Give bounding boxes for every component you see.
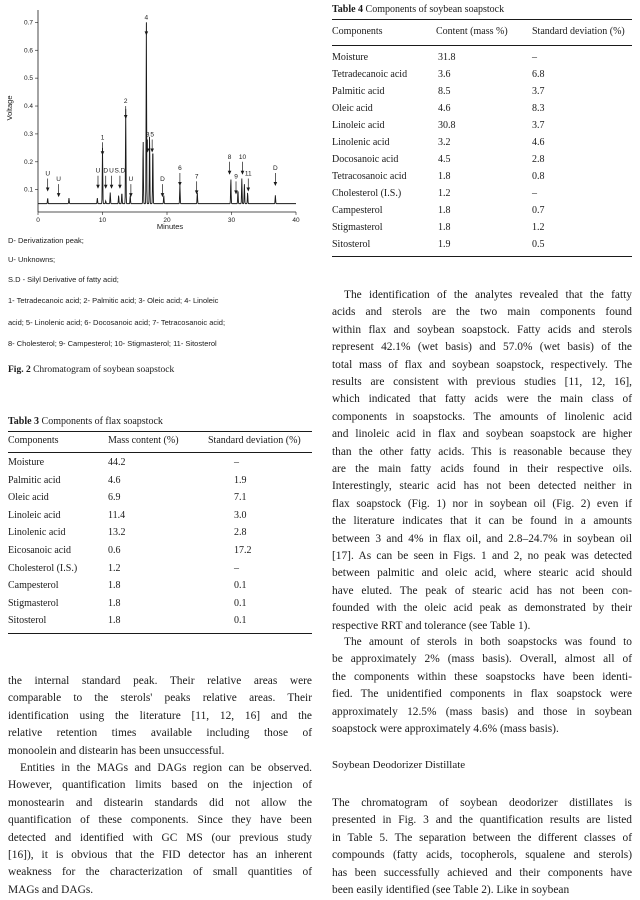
y-tick-label: 0.2 bbox=[23, 158, 33, 166]
table-cell: 0.1 bbox=[234, 615, 247, 627]
table-cell: 1.9 bbox=[438, 239, 451, 250]
text-line: founded with the oleic acid peak as demonstrated by their bbox=[332, 602, 632, 615]
table-cell: 31.8 bbox=[438, 52, 456, 63]
text-line: fied. The unidentified components in flax soapstock were bbox=[332, 688, 632, 701]
table-cell: 2.8 bbox=[234, 527, 247, 539]
y-tick-label: 0.3 bbox=[23, 130, 33, 138]
text-line: has been successfully achieved and their components have bbox=[332, 866, 632, 879]
peak-label-text: 9 bbox=[234, 173, 238, 181]
table-row bbox=[8, 615, 308, 631]
table-cell: Palmitic acid bbox=[332, 86, 385, 97]
table-cell: Moisture bbox=[332, 52, 369, 63]
text-line: in Table 5. The separation between the different classes of bbox=[332, 831, 632, 844]
table-cell: 3.0 bbox=[234, 509, 247, 521]
peak-label bbox=[178, 165, 182, 186]
table-cell: 8.3 bbox=[532, 103, 545, 114]
x-tick-label: 30 bbox=[227, 217, 236, 224]
table-cell: 1.2 bbox=[532, 222, 545, 233]
peak-label-text: U bbox=[128, 176, 134, 184]
table-row bbox=[8, 563, 308, 579]
peak-arrowhead bbox=[145, 31, 149, 35]
peak-label bbox=[109, 168, 114, 189]
table-row bbox=[8, 475, 308, 491]
table-cell: Stigmasterol bbox=[332, 222, 383, 233]
text-line: comparable to the sterols' peaks relative areas. Their bbox=[8, 692, 312, 705]
table-row bbox=[8, 527, 308, 543]
text-line: The amount of sterols in both soapstocks was found to bbox=[344, 636, 632, 648]
table-row bbox=[332, 86, 632, 102]
table-cell: 1.8 bbox=[438, 205, 451, 216]
table-cell: 1.8 bbox=[438, 171, 451, 182]
table-cell: 6.8 bbox=[532, 69, 545, 80]
table3-header-rule bbox=[8, 452, 312, 453]
text-line: [16]), it is obvious that the FID detector has an inherent bbox=[8, 849, 312, 861]
table-row bbox=[8, 510, 308, 526]
text-line: total mass of flax and soybean soapstock, respectively. The bbox=[332, 358, 632, 371]
table4-bottom-rule bbox=[332, 256, 632, 257]
text-line: between 3 and 4% in flax oil, and 2.8–24.7% in soybean oil bbox=[332, 532, 632, 545]
table-cell: 0.8 bbox=[532, 171, 545, 182]
peak-arrowhead bbox=[124, 115, 128, 119]
text-line: respective RRT and tolerance (see Table 1). bbox=[332, 619, 531, 632]
peak-label bbox=[114, 168, 125, 189]
peak-arrowhead bbox=[246, 188, 250, 192]
text-line: and linoleic acid in flax and soybean soapstock are higher bbox=[332, 428, 632, 441]
table-cell: 6.9 bbox=[108, 492, 121, 504]
table4-header-components: Components bbox=[332, 26, 383, 37]
table-row bbox=[332, 205, 632, 221]
legend-peaks-line2: acid; 5- Linolenic acid; 6- Docosanoic acid; 7- Tetracosanoic acid; bbox=[8, 318, 226, 327]
table-cell: 1.2 bbox=[438, 188, 451, 199]
table4-header bbox=[332, 26, 632, 42]
table3-top-rule bbox=[8, 431, 312, 432]
chromatogram-axes bbox=[38, 10, 296, 212]
peak-label bbox=[195, 173, 199, 194]
section-heading: Soybean Deodorizer Distillate bbox=[332, 759, 466, 771]
table-row bbox=[332, 222, 632, 238]
table-cell: Campesterol bbox=[8, 580, 59, 592]
text-line: than the other fatty acids. This is reasonable because they bbox=[332, 445, 632, 458]
table-row bbox=[332, 103, 632, 119]
table-cell: 1.9 bbox=[234, 474, 247, 486]
peak-label-text: 3 bbox=[145, 131, 150, 139]
table3-caption: Components of flax soapstock bbox=[41, 416, 163, 427]
peak-arrowhead bbox=[234, 190, 238, 194]
peak-label-text: 6 bbox=[178, 164, 182, 172]
text-line: components in soapstocks. The amounts of linolenic acid bbox=[332, 410, 632, 423]
table-cell: – bbox=[532, 52, 537, 63]
text-line: Entities in the MAGs and DAGs region can be observed. bbox=[20, 762, 312, 774]
peak-label-text: U bbox=[95, 167, 101, 175]
table3-header-mass: Mass content (%) bbox=[108, 435, 179, 446]
peak-arrowhead bbox=[118, 185, 122, 189]
table-row bbox=[332, 171, 632, 187]
text-line: [17]. As can be seen in Figs. 1 and 2, no peak was detected bbox=[332, 550, 632, 562]
table-cell: 3.7 bbox=[532, 120, 545, 131]
text-line: The identification of the analytes revealed that the fatty bbox=[344, 289, 632, 301]
peak-arrowhead bbox=[241, 171, 245, 175]
text-line: be approximately 2% (mass basis). Overall, almost all of bbox=[332, 653, 632, 666]
table-cell: Cholesterol (I.S.) bbox=[332, 188, 402, 199]
peak-arrowhead bbox=[178, 182, 182, 186]
peak-label-text: U bbox=[109, 167, 114, 175]
peak-label bbox=[129, 176, 134, 197]
peak-arrowhead bbox=[46, 188, 50, 192]
text-line: MAGs and DAGs. bbox=[8, 883, 94, 896]
x-axis-label: Minutes bbox=[156, 222, 184, 231]
text-line: are the main fatty acids found in their respective oils. bbox=[332, 463, 632, 475]
table-cell: 0.7 bbox=[532, 205, 545, 216]
peak-label-text: D bbox=[160, 176, 165, 184]
table-row bbox=[8, 580, 308, 596]
peak-arrowhead bbox=[110, 185, 114, 189]
table-cell: 4.6 bbox=[532, 137, 545, 148]
text-line: the literature indicates that it can be found in a amounts bbox=[332, 515, 632, 528]
peak-label bbox=[45, 171, 50, 192]
y-tick-label: 0.4 bbox=[23, 103, 33, 111]
table-cell: Tetracosanoic acid bbox=[332, 171, 407, 182]
text-line: acids and sterols are the two main components found bbox=[332, 306, 632, 319]
table-row bbox=[8, 457, 308, 473]
text-line: have eluted. The peak of stearic acid has not been con- bbox=[332, 584, 632, 597]
table-cell: 2.8 bbox=[532, 154, 545, 165]
text-line: the internal standard peak. Their relative areas were bbox=[8, 675, 312, 687]
text-line: presented in Fig. 3 and the quantification results are listed bbox=[332, 814, 632, 827]
table-cell: Stigmasterol bbox=[8, 597, 59, 609]
text-line: monostearin and distearin standards did not allow the bbox=[8, 796, 312, 809]
chromatogram-trace bbox=[38, 22, 296, 203]
peak-label bbox=[124, 98, 128, 119]
peak-arrowhead bbox=[129, 193, 133, 197]
table3-header-sd: Standard deviation (%) bbox=[208, 435, 301, 446]
peak-arrowhead bbox=[96, 185, 100, 189]
table-cell: Eicosanoic acid bbox=[8, 545, 72, 556]
text-line: flax soapstock (Fig. 1) nor in soybean oil (Fig. 2) even if bbox=[332, 497, 632, 510]
chromatogram-peak-labels bbox=[45, 14, 278, 197]
text-line: been easily identified (see Table 2). Like in soybean bbox=[332, 884, 570, 896]
table-cell: 1.8 bbox=[108, 580, 121, 592]
table-cell: Campesterol bbox=[332, 205, 383, 216]
text-line: compounds (fatty acids, tocopherols, squalene and sterols) bbox=[332, 849, 632, 862]
peak-label-text: 5 bbox=[150, 131, 154, 139]
table-row bbox=[332, 120, 632, 136]
table-row bbox=[332, 69, 632, 85]
peak-label bbox=[234, 173, 238, 194]
peak-label bbox=[228, 154, 232, 175]
peak-label bbox=[56, 176, 61, 197]
table-row bbox=[8, 598, 308, 614]
table-cell: 3.7 bbox=[532, 86, 545, 97]
legend-peaks-line1: 1- Tetradecanoic acid; 2- Palmitic acid; 3- Oleic acid; 4- Linoleic bbox=[8, 296, 219, 305]
peak-label-text: U bbox=[45, 170, 51, 178]
table-cell: 1.2 bbox=[108, 562, 121, 574]
table4-label: Table 4 bbox=[332, 4, 364, 15]
x-tick-label: 40 bbox=[292, 217, 300, 224]
table-cell: – bbox=[532, 188, 537, 199]
peak-label-text: U bbox=[56, 176, 61, 184]
table-cell: 4.6 bbox=[438, 103, 451, 114]
table-cell: 1.8 bbox=[108, 597, 121, 609]
table-cell: Docosanoic acid bbox=[332, 154, 399, 165]
peak-label-text: 1 bbox=[100, 134, 105, 142]
table-cell: Cholesterol (I.S.) bbox=[8, 562, 78, 574]
table-cell: 0.1 bbox=[234, 597, 247, 609]
table-cell: 11.4 bbox=[108, 509, 126, 521]
peak-label-text: 11 bbox=[244, 170, 252, 178]
peak-arrowhead bbox=[104, 185, 108, 189]
text-line: Interestingly, stearic acid has not been detected neither in bbox=[332, 480, 632, 493]
table4-header-content: Content (mass %) bbox=[436, 26, 508, 37]
peak-label bbox=[160, 176, 165, 197]
table3-header-components: Components bbox=[8, 435, 59, 446]
figure-caption-label: Fig. 2 bbox=[8, 365, 31, 375]
table-cell: – bbox=[234, 562, 239, 574]
peak-label bbox=[245, 171, 252, 192]
figure-caption bbox=[8, 365, 174, 375]
table-row bbox=[332, 154, 632, 170]
text-line: approximately 12.5% (mass basis) and those in soybean bbox=[332, 705, 632, 718]
table4-header-sd: Standard deviation (%) bbox=[532, 26, 625, 37]
y-tick-label: 0.5 bbox=[23, 75, 33, 83]
legend-silyl: S.D - Silyl Derivative of fatty acid; bbox=[8, 275, 119, 284]
table3-bottom-rule bbox=[8, 633, 312, 634]
text-line: the components within these soapstocks have been identi- bbox=[332, 670, 632, 683]
text-line: detected and identified with GC MS (our previous study bbox=[8, 831, 312, 844]
table-cell: 13.2 bbox=[108, 527, 126, 539]
table-cell: Tetradecanoic acid bbox=[332, 69, 408, 80]
y-axis-label: Voltage bbox=[5, 95, 14, 121]
chromatogram-figure bbox=[0, 0, 320, 232]
peak-label-text: D bbox=[103, 167, 109, 175]
peak-label-text: 8 bbox=[227, 153, 232, 161]
y-tick-label: 0.7 bbox=[23, 19, 33, 27]
peak-label bbox=[103, 168, 108, 189]
table-cell: Oleic acid bbox=[332, 103, 373, 114]
table-cell: Palmitic acid bbox=[8, 474, 61, 486]
table4-top-rule bbox=[332, 19, 632, 20]
text-line: However, quantification limits based on the injection of bbox=[8, 779, 312, 792]
text-line: represent 42.1% (wet basis) and 57.0% (wet basis) of the bbox=[332, 341, 632, 354]
y-tick-label: 0.6 bbox=[23, 47, 33, 55]
peak-label bbox=[101, 134, 105, 155]
text-line: results are consistent with previous studies [11, 12, 16], bbox=[332, 376, 632, 388]
table-cell: 0.1 bbox=[234, 580, 247, 592]
table-cell: Oleic acid bbox=[8, 492, 49, 504]
y-tick-label: 0.1 bbox=[23, 186, 33, 194]
legend-peaks-line3: 8- Cholesterol; 9- Campesterol; 10- Stigmasterol; 11- Sitosterol bbox=[8, 339, 217, 348]
table-cell: Sitosterol bbox=[8, 615, 47, 627]
table3-header bbox=[8, 435, 312, 451]
peak-label-text: S.D bbox=[114, 167, 126, 175]
table-row bbox=[332, 188, 632, 204]
text-line: relative retention times available including those of bbox=[8, 727, 312, 740]
table-cell: Linolenic acid bbox=[8, 527, 66, 539]
text-line: between palmitic and oleic acid, where stearic acid should bbox=[332, 567, 632, 580]
table-cell: 8.5 bbox=[438, 86, 451, 97]
table3-label: Table 3 bbox=[8, 416, 40, 427]
text-line: quantification of these components. Since they have been bbox=[8, 814, 312, 827]
peak-arrowhead bbox=[101, 151, 105, 155]
figure-caption-text: Chromatogram of soybean soapstock bbox=[33, 365, 175, 375]
peak-label-text: 7 bbox=[194, 173, 199, 181]
table-cell: Sitosterol bbox=[332, 239, 371, 250]
table-cell: 0.5 bbox=[532, 239, 545, 250]
peak-label bbox=[273, 165, 278, 186]
text-line: monoolein and distearin has been unsuccessful. bbox=[8, 744, 225, 757]
table4-header-rule bbox=[332, 45, 632, 46]
text-line: identification using the literature [11, 12, 16] and the bbox=[8, 709, 312, 722]
table-cell: Moisture bbox=[8, 457, 45, 468]
table-cell: – bbox=[234, 457, 239, 468]
peak-label-text: 10 bbox=[238, 153, 247, 161]
peak-arrowhead bbox=[274, 182, 278, 186]
peak-arrowhead bbox=[195, 190, 199, 194]
table3-title bbox=[8, 416, 163, 427]
table4-caption: Components of soybean soapstock bbox=[365, 4, 505, 15]
x-tick-label: 20 bbox=[163, 217, 171, 224]
peak-arrowhead bbox=[228, 171, 232, 175]
table-cell: 0.6 bbox=[108, 545, 121, 556]
table-cell: Linolenic acid bbox=[332, 137, 390, 148]
peak-label-text: D bbox=[273, 164, 278, 172]
peak-arrowhead bbox=[57, 193, 61, 197]
peak-arrowhead bbox=[150, 148, 154, 152]
table-cell: 30.8 bbox=[438, 120, 456, 131]
peak-label bbox=[150, 131, 154, 152]
table-cell: 3.6 bbox=[438, 69, 451, 80]
table-cell: Linoleic acid bbox=[8, 509, 61, 521]
text-line: within flax and soybean soapstock. Fatty acids and sterols bbox=[332, 323, 632, 336]
table-cell: 44.2 bbox=[108, 457, 126, 468]
table-row bbox=[8, 545, 308, 561]
text-line: soapstock were approximately 4.6% (mass basis). bbox=[332, 723, 559, 735]
x-tick-label: 0 bbox=[36, 217, 40, 224]
table-row bbox=[332, 137, 632, 153]
table4-title bbox=[332, 4, 504, 15]
table-cell: 17.2 bbox=[234, 545, 252, 556]
table-row bbox=[8, 492, 308, 508]
table-cell: 7.1 bbox=[234, 492, 247, 504]
table-row bbox=[332, 52, 632, 68]
table-cell: 1.8 bbox=[108, 615, 121, 627]
text-line: which indicated that fatty acids were the main class of bbox=[332, 393, 632, 406]
peak-label-text: 2 bbox=[123, 98, 128, 106]
table-cell: 1.8 bbox=[438, 222, 451, 233]
text-line: weakness for the characterization of small quantities of bbox=[8, 866, 312, 879]
table-cell: 4.5 bbox=[438, 154, 451, 165]
x-tick-label: 10 bbox=[98, 217, 107, 224]
text-line: The chromatogram of soybean deodorizer distillates is bbox=[332, 797, 632, 809]
table-cell: 4.6 bbox=[108, 474, 121, 486]
table-row bbox=[332, 239, 632, 255]
peak-label bbox=[96, 168, 101, 189]
legend-unknowns: U- Unknowns; bbox=[8, 255, 56, 264]
table-cell: 3.2 bbox=[438, 137, 451, 148]
table-cell: Linoleic acid bbox=[332, 120, 385, 131]
peak-label bbox=[145, 14, 149, 35]
peak-label-text: 4 bbox=[144, 14, 149, 22]
legend-derivatization: D- Derivatization peak; bbox=[8, 236, 84, 245]
